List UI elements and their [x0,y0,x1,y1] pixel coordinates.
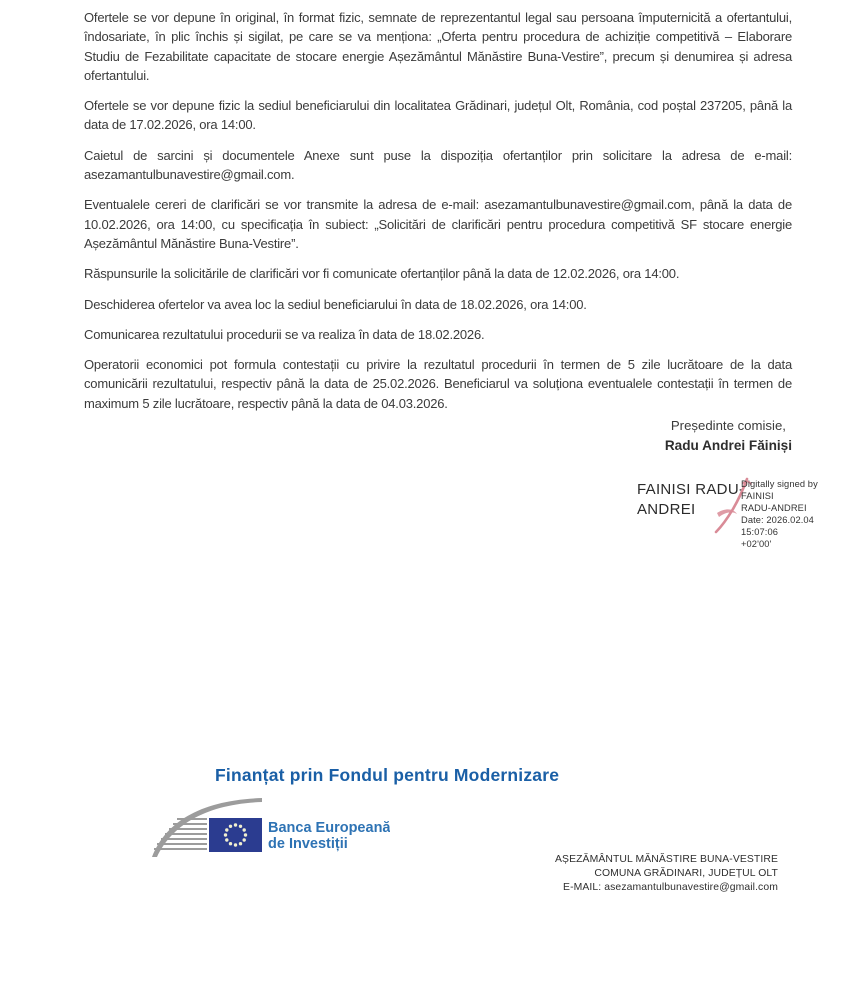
eib-logo [150,795,390,867]
digital-signature-detail-line: +02'00' [741,539,772,550]
digital-signature-block[interactable] [637,477,847,550]
funding-heading: Finanțat prin Fondul pentru Modernizare [215,765,560,785]
signature-name: Radu Andrei Făiniși [664,438,792,453]
body-paragraph: Comunicarea rezultatului procedurii se va realiza în data de 18.02.2026. [84,326,485,342]
digital-signature-detail-line: Date: 2026.02.04 15:07:06 [741,515,814,538]
body-paragraph: Ofertele se vor depune fizic la sediul beneficiarului din localitatea Grădinari, județul Olt, România, cod poștal 237205, până la data de 17.02.2026, ora 14:00. [84,98,792,133]
signature-block [665,416,792,455]
footer-org-name: AȘEZĂMÂNTUL MĂNĂSTIRE BUNA-VESTIRE [555,854,778,865]
body-paragraph: Răspunsurile la solicitările de clarificări vor fi comunicate ofertanților până la data de 12.02.2026, ora 14:00. [84,266,680,282]
document-body [84,8,792,424]
body-paragraph: Caietul de sarcini și documentele Anexe sunt puse la dispoziția ofertanților prin solicitare la adresa de e-mail: asezamantulbunavestire@gmail.com. [84,147,792,183]
body-paragraph: Operatorii economici pot formula contestații cu privire la rezultatul procedurii în termen de 5 zile lucrătoare de la data comunicării rezultatului, respectiv până la data de 25.02.2026. Beneficiarul va soluționa eventualele contestații în termen de maximum 5 zile lucrătoare, respectiv până la data de 04.03.2026. [84,357,792,411]
footer-org-email: E-MAIL: asezamantulbunavestire@gmail.com [563,882,778,893]
body-paragraph: Deschiderea ofertelor va avea loc la sediul beneficiarului în data de 18.02.2026, ora 14:00. [84,296,587,312]
eib-name-line1: Banca Europeană [268,820,390,836]
digital-signature-details [741,478,849,551]
body-paragraph: Eventualele cereri de clarificări se vor transmite la adresa de e-mail: asezamantulbunavestire@gmail.com, până la data de 10.02.2026, ora 14:00, cu specificația în subiect: „Solicitări de clarificări pentru procedura competitivă SF stocare energie Așezământul Mănăstire Buna-Vestire”. [84,197,792,251]
signature-role: Președinte comisie, [670,418,786,433]
digital-signature-signer: FAINISI RADU-ANDREI [637,481,745,518]
body-paragraph: Ofertele se vor depune în original, în format fizic, semnate de reprezentantul legal sau persoana împuternicită a ofertantului, îndosariate, în plic închis și sigilat, pe care se va menționa: „Oferta pentru procedura de achiziție competitivă – Elaborare Studiu de Fezabilitate capacitate de stocare energie Așezământul Mănăstire Buna-Vestire”, precum și denumirea și adresa ofertantului. [84,10,792,83]
eib-lines-icon [154,819,207,849]
footer-org-location: COMUNA GRĂDINARI, JUDEȚUL OLT [594,868,778,879]
digital-signature-detail-line: RADU-ANDREI [741,503,807,514]
footer-org-block [555,853,778,895]
eu-flag-icon [209,818,262,852]
eib-name-line2: de Investiții [268,836,348,852]
digital-signature-detail-line: Digitally signed by FAINISI [741,479,818,502]
